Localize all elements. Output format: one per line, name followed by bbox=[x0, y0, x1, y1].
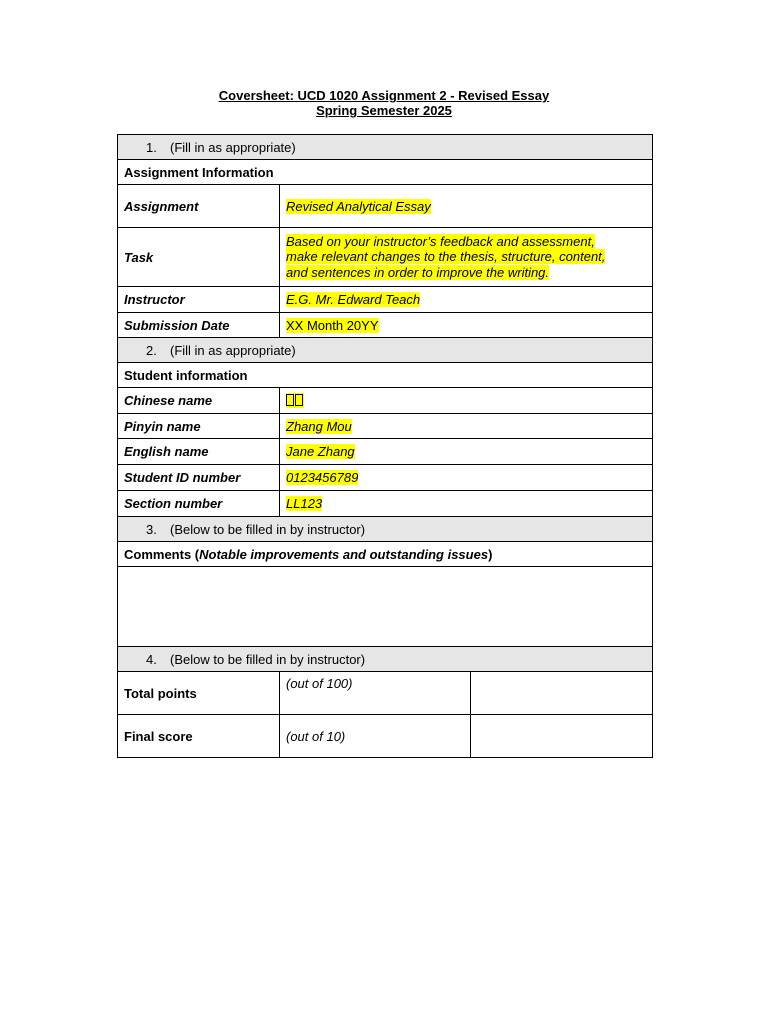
section-number: 2. bbox=[146, 342, 157, 358]
total-points-label: Total points bbox=[118, 672, 280, 715]
total-points-row bbox=[118, 672, 653, 715]
section-number: 4. bbox=[146, 651, 157, 667]
section-instruction: (Below to be filled in by instructor) bbox=[170, 521, 366, 537]
final-score-label: Final score bbox=[118, 715, 280, 758]
total-points-note: (out of 100) bbox=[280, 672, 471, 715]
section-number-label: Section number bbox=[118, 491, 280, 517]
final-score-value-field[interactable] bbox=[471, 715, 653, 758]
task-value[interactable]: Based on your instructor’s feedback and assessment, make relevant changes to the thesis, structure, content, and sentences in order to improve the writing. bbox=[286, 233, 606, 280]
english-name-label: English name bbox=[118, 439, 280, 465]
comments-heading bbox=[118, 542, 653, 567]
chinese-name-value[interactable] bbox=[286, 393, 304, 408]
comments-suffix: ) bbox=[488, 546, 493, 562]
comments-prefix: Comments ( bbox=[124, 546, 200, 562]
submission-date-label: Submission Date bbox=[118, 313, 280, 338]
assignment-info-heading: Assignment Information bbox=[118, 160, 653, 185]
coversheet-table bbox=[117, 134, 653, 758]
chinese-name-label: Chinese name bbox=[118, 388, 280, 414]
submission-date-row bbox=[118, 313, 653, 338]
instructor-label: Instructor bbox=[118, 287, 280, 313]
pinyin-name-value[interactable]: Zhang Mou bbox=[286, 418, 352, 434]
assignment-row bbox=[118, 185, 653, 228]
instructor-value[interactable]: E.G. Mr. Edward Teach bbox=[286, 292, 421, 307]
student-id-row bbox=[118, 465, 653, 491]
instructor-row bbox=[118, 287, 653, 313]
comments-emphasis: Notable improvements and outstanding issues bbox=[199, 546, 489, 562]
section-3-row bbox=[118, 517, 653, 542]
section-1-row bbox=[118, 135, 653, 160]
pinyin-name-row bbox=[118, 414, 653, 439]
section-4-row bbox=[118, 647, 653, 672]
total-points-value-field[interactable] bbox=[471, 672, 653, 715]
student-id-value[interactable]: 0123456789 bbox=[286, 470, 359, 485]
comments-heading-row bbox=[118, 542, 653, 567]
assignment-label: Assignment bbox=[118, 185, 280, 228]
section-number-row bbox=[118, 491, 653, 517]
section-instruction: (Fill in as appropriate) bbox=[170, 342, 296, 358]
section-number: 3. bbox=[146, 521, 157, 537]
section-number-value[interactable]: LL123 bbox=[286, 496, 323, 511]
section-2-row bbox=[118, 338, 653, 363]
comments-box[interactable] bbox=[118, 567, 653, 647]
final-score-note: (out of 10) bbox=[280, 715, 471, 758]
assignment-value[interactable]: Revised Analytical Essay bbox=[286, 198, 431, 214]
comments-box-row bbox=[118, 567, 653, 647]
submission-date-value[interactable]: XX Month 20YY bbox=[286, 317, 379, 333]
student-info-heading-row bbox=[118, 363, 653, 388]
assignment-info-heading-row bbox=[118, 160, 653, 185]
section-instruction: (Fill in as appropriate) bbox=[170, 139, 296, 155]
section-number: 1. bbox=[146, 139, 157, 155]
title-line-1: Coversheet: UCD 1020 Assignment 2 - Revised Essay bbox=[218, 88, 550, 103]
student-id-label: Student ID number bbox=[118, 465, 280, 491]
english-name-row bbox=[118, 439, 653, 465]
section-instruction: (Below to be filled in by instructor) bbox=[170, 651, 366, 667]
student-info-heading: Student information bbox=[118, 363, 653, 388]
chinese-name-row bbox=[118, 388, 653, 414]
final-score-row bbox=[118, 715, 653, 758]
task-row bbox=[118, 228, 653, 287]
english-name-value[interactable]: Jane Zhang bbox=[286, 444, 355, 459]
pinyin-name-label: Pinyin name bbox=[118, 414, 280, 439]
title-line-2: Spring Semester 2025 bbox=[316, 103, 452, 118]
task-label: Task bbox=[118, 228, 280, 287]
